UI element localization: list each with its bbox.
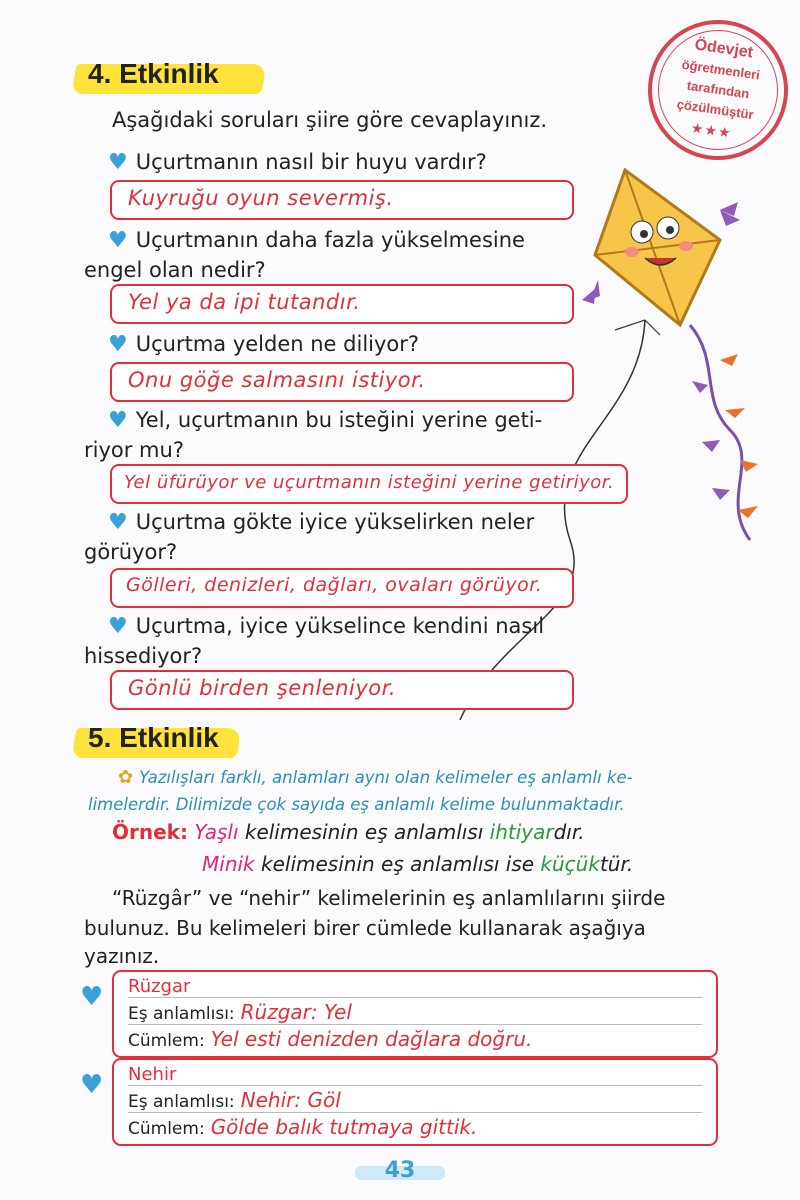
- question-1: ♥ Uçurtmanın nasıl bir huyu vardır?: [108, 150, 487, 175]
- synonym-box-2[interactable]: [112, 1058, 718, 1146]
- heart-icon: ♥: [108, 510, 128, 535]
- task-line-2: bulunuz. Bu kelimeleri birer cümlede kullanarak aşağıya: [84, 916, 646, 940]
- synonym-row-1: Eş anlamlısı: Rüzgar: Yel: [128, 1000, 352, 1024]
- sentence-row-2: Cümlem: Gölde balık tutmaya gittik.: [128, 1115, 478, 1139]
- question-5-cont: görüyor?: [84, 540, 178, 564]
- answer-box-5[interactable]: Gölleri, denizleri, dağları, ovaları görüyor.: [110, 568, 574, 608]
- heart-icon: ♥: [108, 408, 128, 433]
- task-line-1: “Rüzgâr” ve “nehir” kelimelerinin eş anlamlılarını şiirde: [112, 886, 666, 910]
- activity-4-heading: 4. Etkinlik: [82, 58, 219, 96]
- task-line-3: yazınız.: [84, 944, 160, 968]
- answer-box-2[interactable]: Yel ya da ipi tutandır.: [110, 284, 574, 324]
- box-word-1: Rüzgar: [128, 976, 191, 997]
- heart-icon: ♥: [80, 982, 104, 1012]
- example-synonym-2: küçük: [540, 852, 600, 876]
- stamp-stars: ★★★: [690, 120, 734, 141]
- answer-box-3[interactable]: Onu göğe salmasını istiyor.: [110, 362, 574, 402]
- synonym-row-2: Eş anlamlısı: Nehir: Göl: [128, 1088, 341, 1112]
- heart-icon: ♥: [108, 332, 128, 357]
- stamp-line-4: çözülmüştür: [675, 96, 755, 123]
- flower-icon: ✿: [118, 767, 134, 788]
- example-word-1: Yaşlı: [194, 820, 239, 844]
- heart-icon: ♥: [80, 1070, 104, 1100]
- page-number: 43: [355, 1158, 445, 1188]
- activity-4-instruction: Aşağıdaki soruları şiire göre cevaplayınız.: [112, 108, 548, 132]
- heart-icon: ♥: [108, 228, 128, 253]
- example-label: Örnek:: [112, 820, 188, 844]
- question-4-cont: riyor mu?: [84, 438, 184, 462]
- box-word-2: Nehir: [128, 1064, 177, 1085]
- question-4: ♥ Yel, uçurtmanın bu isteğini yerine geti-: [108, 408, 543, 433]
- solved-stamp: [639, 11, 797, 169]
- stamp-line-2: öğretmenleri: [680, 56, 761, 83]
- answer-box-4[interactable]: Yel üfürüyor ve uçurtmanın isteğini yerine getiriyor.: [110, 464, 628, 504]
- answer-box-6[interactable]: Gönlü birden şenleniyor.: [110, 670, 574, 710]
- example-synonym-1: ihtiyar: [489, 820, 554, 844]
- heart-icon: ♥: [108, 614, 128, 639]
- example-word-2: Minik: [202, 852, 255, 876]
- example-line-1: Örnek: Yaşlı kelimesinin eş anlamlısı ihtiyardır.: [112, 820, 585, 844]
- stamp-line-1: Ödevjet: [693, 36, 755, 62]
- activity-5-heading: 5. Etkinlik: [82, 722, 219, 760]
- info-text: ✿ Yazılışları farklı, anlamları aynı olan kelimeler eş anlamlı ke- limelerdir. Dilimizde çok sayıda eş anlamlı kelime bulunmaktadır.: [88, 767, 633, 814]
- question-3: ♥ Uçurtma yelden ne diliyor?: [108, 332, 420, 357]
- sentence-row-1: Cümlem: Yel esti denizden dağlara doğru.: [128, 1027, 533, 1051]
- answer-box-1[interactable]: Kuyruğu oyun severmiş.: [110, 180, 574, 220]
- synonym-box-1[interactable]: [112, 970, 718, 1058]
- heart-icon: ♥: [108, 150, 128, 175]
- stamp-line-3: tarafından: [685, 77, 751, 102]
- question-5: ♥ Uçurtma gökte iyice yükselirken neler: [108, 510, 535, 535]
- question-6-cont: hissediyor?: [84, 644, 203, 668]
- question-6: ♥ Uçurtma, iyice yükselince kendini nasıl: [108, 614, 545, 639]
- example-line-2: Minik kelimesinin eş anlamlısı ise küçüktür.: [202, 852, 634, 876]
- question-2-cont: engel olan nedir?: [84, 258, 266, 282]
- question-2: ♥ Uçurtmanın daha fazla yükselmesine: [108, 228, 525, 253]
